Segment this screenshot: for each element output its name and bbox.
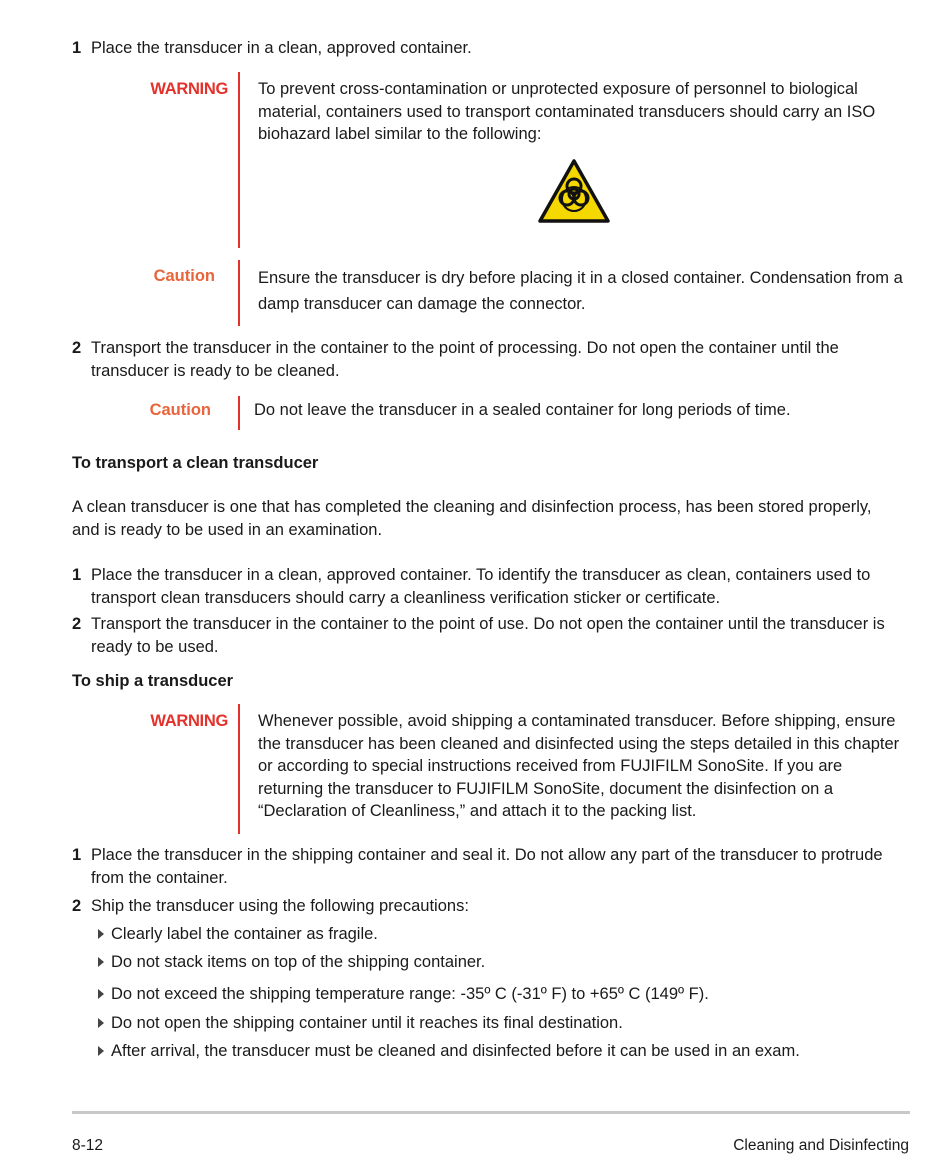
list-item [98,1040,918,1063]
step-number: 2 [72,897,82,915]
caution-bar [238,260,240,326]
page-number: 8-12 [72,1137,104,1154]
caution-label: Caution [153,267,215,285]
caution-bar [238,396,240,430]
step-1-place-container [72,37,912,60]
bullet-arrow-icon [98,1046,104,1056]
step-1-seal-container [72,844,912,889]
step-number: 1 [72,39,82,57]
list-item-text: Do not exceed the shipping temperature range: -35º C (-31º F) to +65º C (149º F). [111,985,709,1003]
warning-bar [238,72,240,248]
step-text: Transport the transducer in the container to the point of use. Do not open the container until the transducer is ready to be used. [91,615,885,656]
list-item-text: After arrival, the transducer must be cleaned and disinfected before it can be used in an exam. [111,1042,800,1060]
step-text: Place the transducer in a clean, approved container. To identify the transducer as clean, containers used to transport clean transducers should carry a cleanliness verification sticker or certificate. [91,566,871,607]
warning-label: WARNING [150,80,228,98]
step-text: Place the transducer in the shipping container and seal it. Do not allow any part of the transducer to protrude from the container. [91,846,883,887]
clean-paragraph: A clean transducer is one that has completed the cleaning and disinfection process, has been stored properly, and is ready to be used in an examination. [72,498,872,539]
warning-text: To prevent cross-contamination or unprotected exposure of personnel to biological material, containers used to transport contaminated transducers should carry an ISO biohazard label similar to the following: [258,80,876,143]
list-item [98,983,918,1006]
chapter-title: Cleaning and Disinfecting [733,1137,909,1154]
step-text: Place the transducer in a clean, approved container. [91,39,472,57]
section-heading-ship: To ship a transducer [72,672,234,690]
bullet-arrow-icon [98,929,104,939]
bullet-arrow-icon [98,1018,104,1028]
bullet-arrow-icon [98,989,104,999]
list-item-text: Do not stack items on top of the shipping container. [111,953,486,971]
step-2-transport-use [72,613,912,658]
caution-label: Caution [149,401,211,419]
step-number: 2 [72,615,82,633]
bullet-arrow-icon [98,957,104,967]
footer-rule [72,1111,910,1114]
step-2-ship-precautions [72,895,912,918]
step-number: 2 [72,339,82,357]
warning-label: WARNING [150,712,228,730]
caution-text: Do not leave the transducer in a sealed container for long periods of time. [254,401,791,419]
section-heading-clean: To transport a clean transducer [72,454,319,472]
list-item-text: Clearly label the container as fragile. [111,925,378,943]
step-number: 1 [72,846,82,864]
step-text: Ship the transducer using the following precautions: [91,897,469,915]
warning-bar [238,704,240,834]
biohazard-icon [537,158,611,224]
list-item [98,1012,918,1035]
step-text: Transport the transducer in the container to the point of processing. Do not open the container until the transducer is ready to be cleaned. [91,339,839,380]
step-2-transport-processing [72,337,912,382]
list-item [98,923,918,946]
step-number: 1 [72,566,82,584]
warning-text: Whenever possible, avoid shipping a contaminated transducer. Before shipping, ensure the transducer has been cleaned and disinfected using the steps detailed in this chapter or according to special instructions received from FUJIFILM SonoSite. If you are returning the transducer to FUJIFILM SonoSite, document the disinfection on a “Declaration of Cleanliness,” and attach it to the packing list. [258,712,900,820]
list-item-text: Do not open the shipping container until it reaches its final destination. [111,1014,623,1032]
step-1-clean-container [72,564,912,609]
list-item [98,951,918,974]
caution-text: Ensure the transducer is dry before placing it in a closed container. Condensation from a damp transducer can damage the connector. [258,269,903,313]
